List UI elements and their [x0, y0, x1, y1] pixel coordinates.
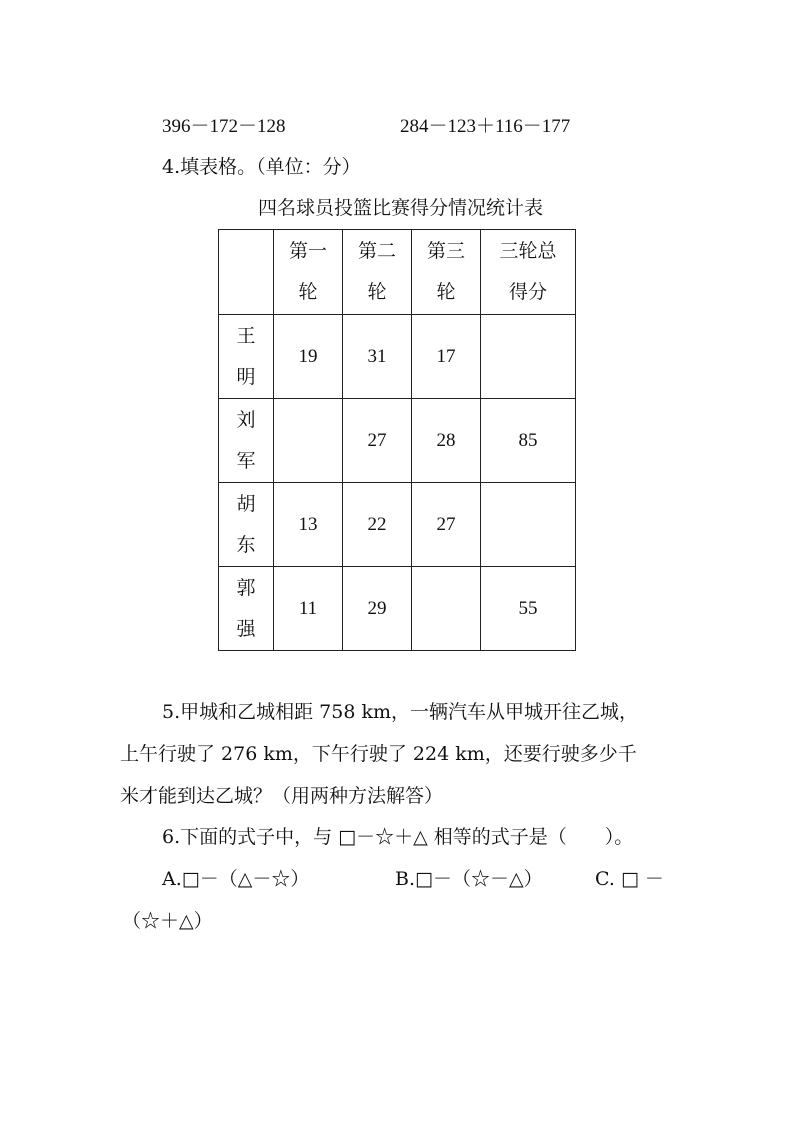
header-round-1: 第一 轮: [274, 230, 343, 315]
score-cell: 29: [343, 567, 412, 651]
score-table: [218, 229, 576, 651]
table-caption: 四名球员投篮比赛得分情况统计表: [258, 197, 544, 219]
question-4-title: 4.填表格。（单位：分）: [162, 156, 361, 178]
option-c: C. □ －: [595, 868, 664, 890]
player-name: 郭 强: [219, 567, 274, 651]
score-cell: 31: [343, 315, 412, 399]
question-5-line-1: 5.甲城和乙城相距 758 km，一辆汽车从甲城开往乙城，: [162, 701, 639, 723]
table-row: [219, 483, 576, 567]
score-cell: 28: [412, 399, 481, 483]
question-5-line-2: 上午行驶了 276 km，下午行驶了 224 km，还要行驶多少千: [120, 743, 637, 765]
player-name: 王 明: [219, 315, 274, 399]
player-name: 胡 东: [219, 483, 274, 567]
question-5-line-3: 米才能到达乙城？（用两种方法解答）: [120, 785, 444, 807]
total-cell: 85: [481, 399, 576, 483]
total-cell: [481, 483, 576, 567]
score-cell: 11: [274, 567, 343, 651]
option-a: A.□－（△－☆）: [162, 868, 310, 890]
option-b: B.□－（☆－△）: [395, 868, 543, 890]
score-cell: [412, 567, 481, 651]
table-header-row: [219, 230, 576, 315]
score-cell: 19: [274, 315, 343, 399]
total-cell: 55: [481, 567, 576, 651]
score-cell: 22: [343, 483, 412, 567]
score-cell: 27: [412, 483, 481, 567]
expression-1: 396－172－128: [162, 116, 286, 137]
option-c-continued: （☆＋△）: [122, 910, 213, 932]
header-round-3: 第三 轮: [412, 230, 481, 315]
question-6-stem: 6.下面的式子中，与 □－☆＋△ 相等的式子是（ ）。: [162, 826, 634, 848]
header-round-2: 第二 轮: [343, 230, 412, 315]
score-cell: [274, 399, 343, 483]
expression-2: 284－123＋116－177: [400, 116, 571, 137]
score-cell: 27: [343, 399, 412, 483]
header-total: 三轮总 得分: [481, 230, 576, 315]
table-row: [219, 567, 576, 651]
score-cell: 17: [412, 315, 481, 399]
table-row: [219, 399, 576, 483]
total-cell: [481, 315, 576, 399]
score-cell: 13: [274, 483, 343, 567]
table-corner-cell: [219, 230, 274, 315]
table-row: [219, 315, 576, 399]
player-name: 刘 军: [219, 399, 274, 483]
